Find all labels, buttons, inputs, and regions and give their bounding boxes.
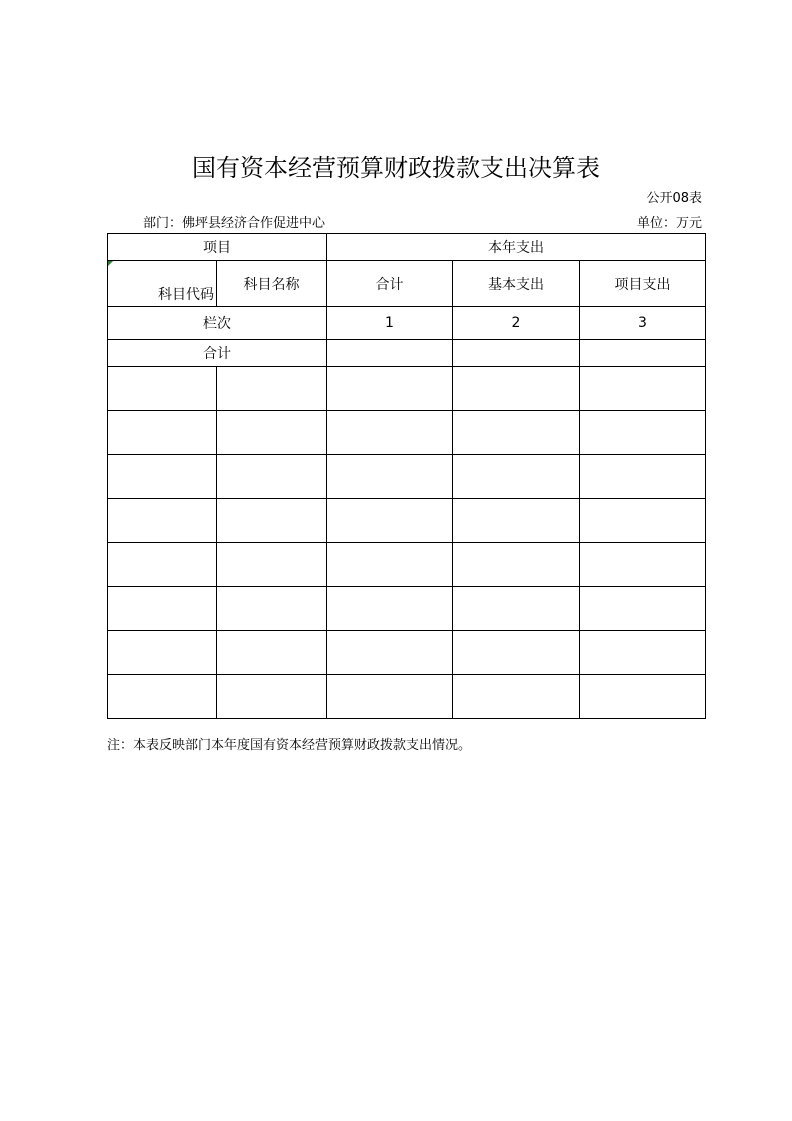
table-row (108, 587, 706, 631)
index-2: 2 (453, 307, 580, 340)
page-title: 国有资本经营预算财政拨款支出决算表 (192, 154, 600, 182)
table-row (108, 499, 706, 543)
form-number: 公开08表 (646, 191, 702, 206)
table-row (108, 543, 706, 587)
unit-label: 单位：万元 (636, 216, 702, 231)
header-item: 项目 (108, 234, 327, 261)
total-basic (453, 340, 580, 367)
index-3: 3 (580, 307, 706, 340)
footnote: 注：本表反映部门本年度国有资本经营预算财政拨款支出情况。 (107, 738, 472, 753)
header-row-2 (108, 261, 706, 307)
col-basic-header: 基本支出 (453, 261, 580, 307)
header-expense: 本年支出 (327, 234, 706, 261)
table-row (108, 675, 706, 719)
cell-comment-marker (108, 261, 113, 266)
budget-table (107, 233, 706, 719)
col-code-header (108, 261, 217, 307)
table-row (108, 455, 706, 499)
table-row (108, 367, 706, 411)
header-row-1 (108, 234, 706, 261)
total-label (108, 340, 327, 367)
total-row (108, 340, 706, 367)
table-row (108, 411, 706, 455)
col-total-header: 合计 (327, 261, 453, 307)
col-code-label: 科目代码 (158, 287, 214, 303)
column-index-row (108, 307, 706, 340)
col-project-header: 项目支出 (580, 261, 706, 307)
total-sum (327, 340, 453, 367)
total-project (580, 340, 706, 367)
col-name-header: 科目名称 (217, 261, 327, 307)
index-1: 1 (327, 307, 453, 340)
table-row (108, 631, 706, 675)
total-label-text: 合计 (203, 346, 231, 362)
row-index-label: 栏次 (108, 307, 327, 340)
department-label: 部门：佛坪县经济合作促进中心 (143, 216, 326, 231)
